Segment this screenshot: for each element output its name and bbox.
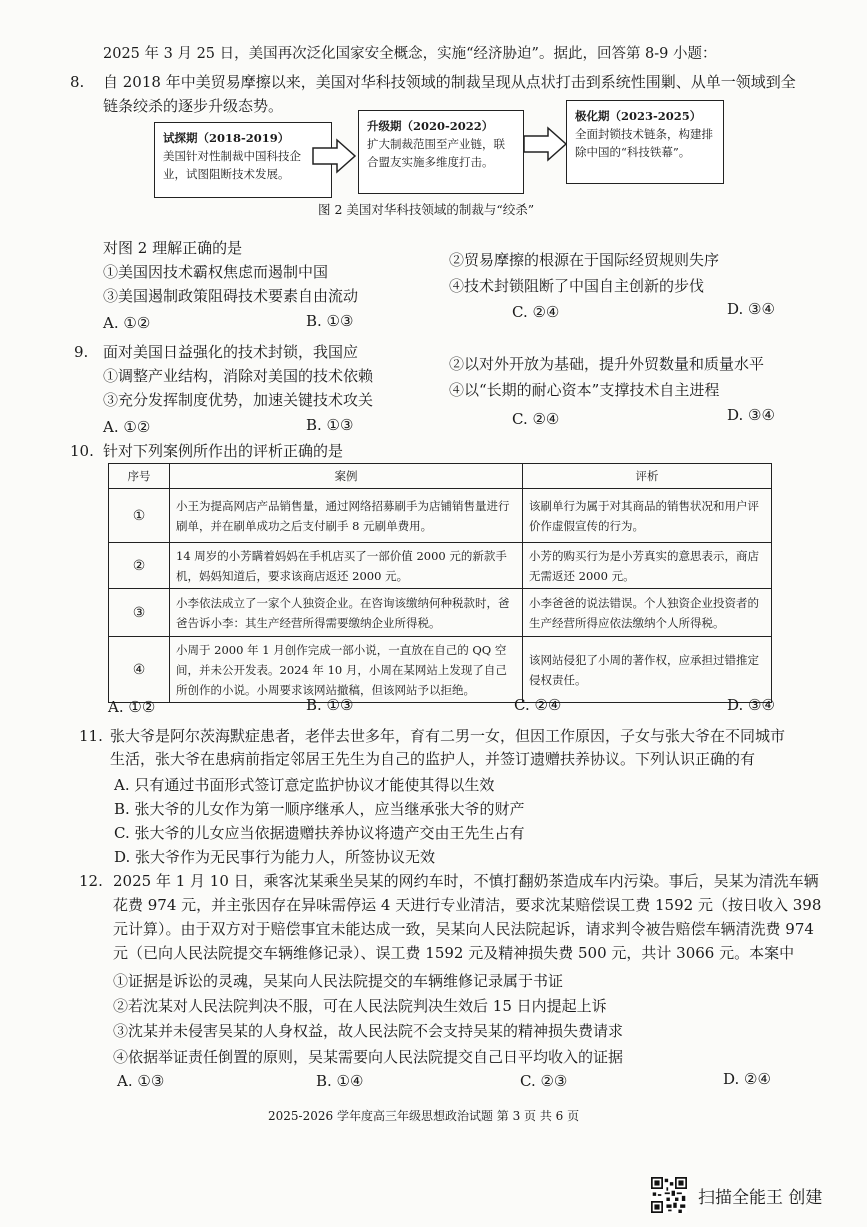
scanner-brand-label: 扫描全能王 创建 [698,1188,823,1208]
diagram-box-stage1 [154,122,332,198]
q9-stem: 面对美国日益强化的技术封锁，我国应 [103,343,359,361]
diagram-box-stage2 [358,110,524,194]
q8-context-line2: 链条绞杀的逐步升级态势。 [103,97,284,115]
q11-option-b[interactable]: B. 张大爷的儿女作为第一顺序继承人，应当继承张大爷的财产 [114,800,525,818]
q11-option-a[interactable]: A. 只有通过书面形式签订意定监护协议才能使其得以生效 [114,776,495,794]
q9-statement-2: ②以对外开放为基础，提升外贸数量和质量水平 [449,355,765,373]
row-case: 小周于 2000 年 1 月创作完成一部小说，一直放在自己的 QQ 空间，并未公开发表。2024 年 10 月，小周在某网站上发现了自己所创作的小说。小周要求该网站撤稿，但该网站予以拒绝。 [170,637,523,703]
q9-option-d[interactable]: D. ③④ [727,406,775,424]
q9-option-b[interactable]: B. ①③ [306,416,354,434]
q8-stem: 对图 2 理解正确的是 [103,239,243,257]
stage2-body: 扩大制裁范围至产业链，联合盟友实施多维度打击。 [367,137,505,169]
header-cell: 评析 [523,464,772,489]
q12-statement-2: ②若沈某对人民法院判决不服，可在人民法院判决生效后 15 日内提起上诉 [113,997,607,1015]
q8-statement-4: ④技术封锁阻断了中国自主创新的步伐 [449,277,705,295]
q12-number: 12. [79,872,103,890]
q12-line1: 2025 年 1 月 10 日，乘客沈某乘坐吴某的网约车时，不慎打翻奶茶造成车内污染。事后，吴某为清洗车辆 [113,872,819,890]
q9-number: 9. [74,343,89,361]
q12-option-c[interactable]: C. ②③ [520,1072,568,1090]
q9-statement-3: ③充分发挥制度优势，加速关键技术攻关 [103,391,374,409]
stage2-title: 升级期（2020-2022） [367,119,494,133]
row-case: 小王为提高网店产品销售量，通过网络招募刷手为店铺销售量进行刷单，并在刷单成功之后支付刷手 8 元刷单费用。 [170,489,523,543]
q12-statement-1: ①证据是诉讼的灵魂，吴某向人民法院提交的车辆维修记录属于书证 [113,972,564,990]
stage3-body: 全面封锁技术链条，构建排除中国的“科技铁幕”。 [575,127,713,159]
q12-statement-4: ④依据举证责任倒置的原则，吴某需要向人民法院提交自己日平均收入的证据 [113,1048,624,1066]
q8-option-d[interactable]: D. ③④ [727,300,775,318]
q10-option-d[interactable]: D. ③④ [727,696,775,714]
row-case: 小李依法成立了一家个人独资企业。在咨询该缴纳何种税款时，爸爸告诉小李：其生产经营所得需要缴纳企业所得税。 [170,589,523,637]
table-row [109,543,772,589]
q8-statement-3: ③美国遏制政策阻碍技术要素自由流动 [103,287,359,305]
header-cell: 案例 [170,464,523,489]
q8-statement-1: ①美国因技术霸权焦虑而遏制中国 [103,263,329,281]
q9-statement-1: ①调整产业结构，消除对美国的技术依赖 [103,367,374,385]
row-review: 小李爸爸的说法错误。个人独资企业投资者的生产经营所得应依法缴纳个人所得税。 [523,589,772,637]
stage1-body: 美国针对性制裁中国科技企业，试图阻断技术发展。 [163,149,301,181]
row-review: 该刷单行为属于对其商品的销售状况和用户评价作虚假宣传的行为。 [523,489,772,543]
row-number: ③ [109,589,170,637]
q10-option-b[interactable]: B. ①③ [306,696,354,714]
arrow-right-icon [522,126,568,162]
q8-context-line1: 自 2018 年中美贸易摩擦以来，美国对华科技领域的制裁呈现从点状打击到系统性围剿、从单一领域到全 [103,73,796,91]
q9-statement-4: ④以“长期的耐心资本”支撑技术自主进程 [449,381,720,399]
qr-code-icon [651,1177,687,1213]
q8-option-c[interactable]: C. ②④ [512,303,560,321]
arrow-right-icon [311,138,357,174]
q8-number: 8. [70,73,85,91]
q8-option-a[interactable]: A. ①② [103,314,151,332]
q8-statement-2: ②贸易摩擦的根源在于国际经贸规则失序 [449,251,720,269]
intro-line: 2025 年 3 月 25 日，美国再次泛化国家安全概念，实施“经济胁迫”。据此，回答第 8-9 小题： [103,46,717,62]
q12-option-d[interactable]: D. ②④ [723,1070,771,1088]
case-table [108,463,772,703]
q8-option-b[interactable]: B. ①③ [306,312,354,330]
q9-option-c[interactable]: C. ②④ [512,410,560,428]
table-row [109,637,772,703]
row-number: ② [109,543,170,589]
table-header-row [109,464,772,489]
q11-option-d[interactable]: D. 张大爷作为无民事行为能力人，所签协议无效 [114,848,436,866]
q12-option-b[interactable]: B. ①④ [316,1072,364,1090]
table-row [109,489,772,543]
diagram-box-stage3 [566,100,724,184]
q11-line1: 张大爷是阿尔茨海默症患者，老伴去世多年，育有二男一女，但因工作原因，子女与张大爷在不同城市 [110,727,786,745]
page-footer: 2025-2026 学年度高三年级思想政治试题 第 3 页 共 6 页 [268,1109,580,1123]
figure-caption: 图 2 美国对华科技领域的制裁与“绞杀” [318,202,535,217]
row-review: 小芳的购买行为是小芳真实的意思表示，商店无需返还 2000 元。 [523,543,772,589]
table-row [109,589,772,637]
row-number: ④ [109,637,170,703]
q11-line2: 生活，张大爷在患病前指定邻居王先生为自己的监护人，并签订遗赠扶养协议。下列认识正确的有 [110,750,756,768]
q10-stem: 针对下列案例所作出的评析正确的是 [103,442,344,460]
stage1-title: 试探期（2018-2019） [163,131,290,145]
q12-line4: 元（已向人民法院提交车辆维修记录）、误工费 1592 元及精神损失费 500 元，共计 3066 元。本案中 [113,944,795,962]
q11-option-c[interactable]: C. 张大爷的儿女应当依据遗赠扶养协议将遗产交由王先生占有 [114,824,525,842]
header-cell: 序号 [109,464,170,489]
row-case: 14 周岁的小芳瞒着妈妈在手机店买了一部价值 2000 元的新款手机，妈妈知道后，要求该商店返还 2000 元。 [170,543,523,589]
q12-line3: 元计算）。由于双方对于赔偿事宜未能达成一致，吴某向人民法院起诉，请求判令被告赔偿车辆清洗费 974 [113,920,814,938]
q12-line2: 花费 974 元，并主张因存在异味需停运 4 天进行专业清洁，要求沈某赔偿误工费 1592 元（按日收入 398 [113,896,822,914]
row-number: ① [109,489,170,543]
q11-number: 11. [79,727,103,745]
q10-option-c[interactable]: C. ②④ [514,696,562,714]
q12-statement-3: ③沈某并未侵害吴某的人身权益，故人民法院不会支持吴某的精神损失费请求 [113,1022,624,1040]
q9-option-a[interactable]: A. ①② [103,418,151,436]
stage3-title: 极化期（2023-2025） [575,109,702,123]
q12-option-a[interactable]: A. ①③ [117,1072,165,1090]
q10-number: 10. [70,442,94,460]
q10-option-a[interactable]: A. ①② [108,698,156,716]
row-review: 该网站侵犯了小周的著作权，应承担过错推定侵权责任。 [523,637,772,703]
